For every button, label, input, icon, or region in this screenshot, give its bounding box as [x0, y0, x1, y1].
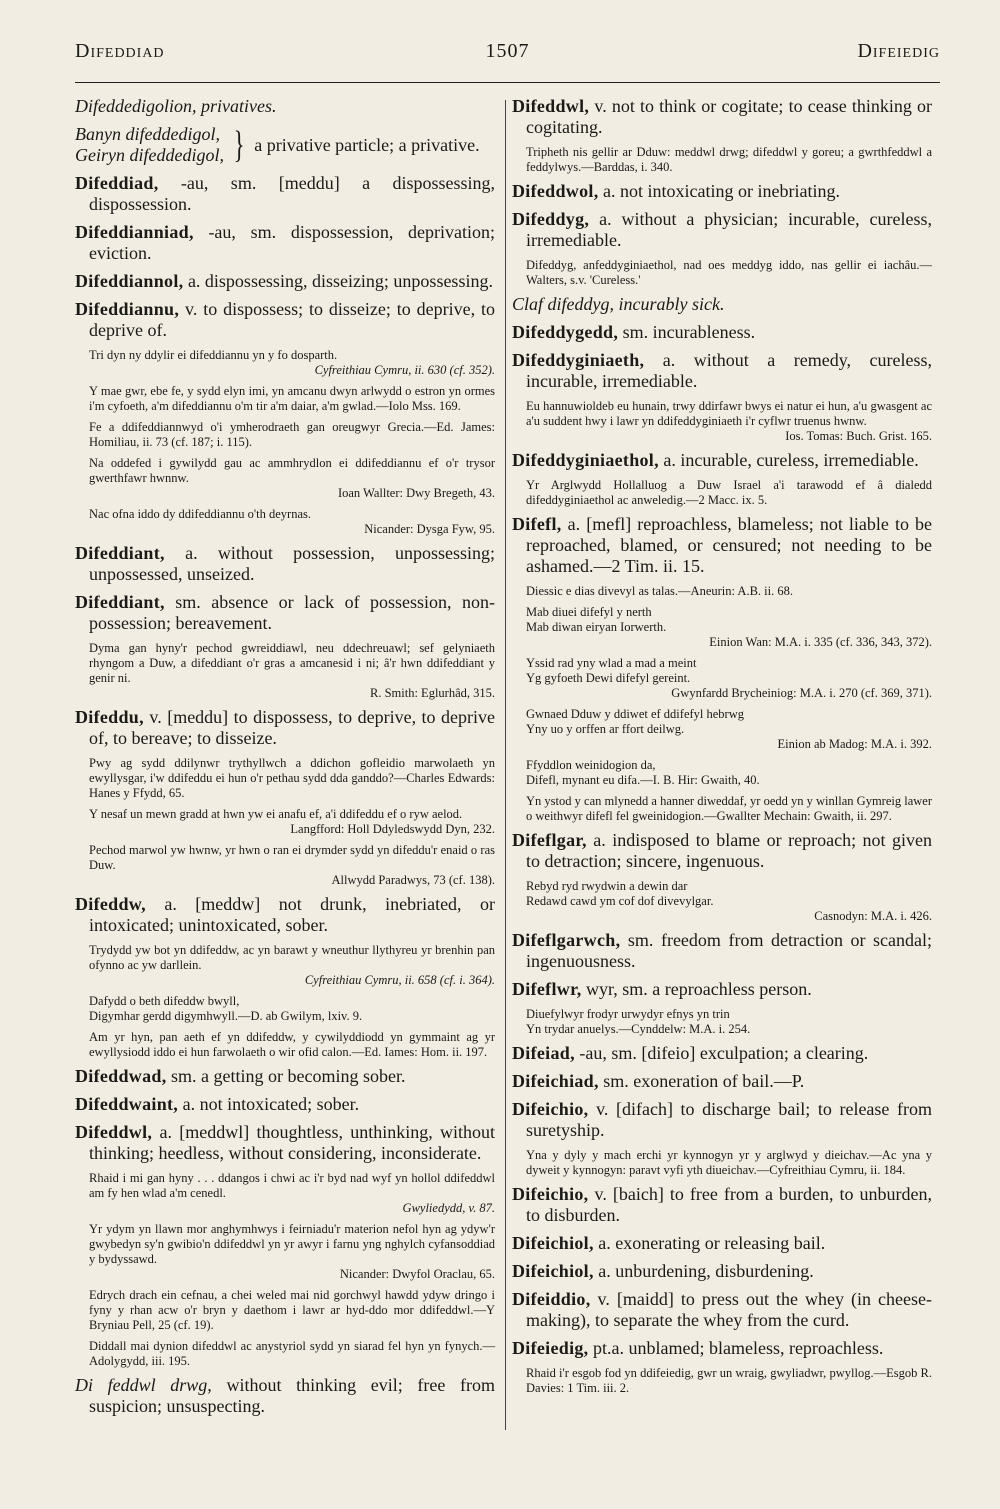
- citation: Gwynfardd Brycheiniog: M.A. i. 270 (cf. 369, 371).: [671, 686, 932, 700]
- entry: [512, 350, 932, 392]
- quote-line: Diuefylwyr frodyr urwydyr efnys yn trin: [526, 1007, 730, 1021]
- quote-line: Ffyddlon weinidogion da,: [526, 758, 656, 772]
- entry: [512, 1071, 932, 1092]
- quote-line: Rebyd ryd rwydwin a dewin dar: [526, 879, 688, 893]
- headword: Difeddyg,: [512, 209, 590, 229]
- quotation: [75, 641, 495, 701]
- header-rule: [75, 82, 940, 83]
- entry: [75, 222, 495, 264]
- entry: Claf difeddyg, incurably sick.: [512, 294, 725, 314]
- brace-glyph: }: [233, 124, 245, 166]
- quote-line: Gwnaed Dduw y ddiwet ef ddifefyl hebrwg: [526, 707, 744, 721]
- quotation: Diddall mai dynion difeddwl ac anystyriol sydd yn siarad fel hyn yn fynych.—Adolygydd, iii. 195.: [89, 1339, 495, 1368]
- headword: Difeddwaint,: [75, 1094, 179, 1114]
- quotation: Difeddyg, anfeddyginiaethol, nad oes meddyg iddo, nas gellir ei iachâu.—Walters, s.v. 'Cureless.': [526, 258, 932, 287]
- headword: Difeiddio,: [512, 1289, 591, 1309]
- definition: a. without possession, unpossessing; unpossessed, unseized.: [89, 543, 495, 584]
- quotation: Tripheth nis gellir ar Dduw: meddwl drwg; difeddwl y goreu; a gwrthfeddwl a feddylwys.—Barddas, i. 340.: [526, 145, 932, 174]
- entry: [75, 1094, 495, 1115]
- definition: sm. a getting or becoming sober.: [166, 1066, 406, 1086]
- citation: Ios. Tomas: Buch. Grist. 165.: [785, 429, 932, 443]
- entry: [512, 1099, 932, 1141]
- citation: Nicander: Dwyfol Oraclau, 65.: [339, 1267, 495, 1281]
- citation: Langfford: Holl Ddyledswydd Dyn, 232.: [290, 822, 495, 836]
- quote-text: Trydydd yw bot yn ddifeddw, ac yn barawt y wneuthur llythyreu yr brenhin pan ofynno ac yw darllein.: [89, 943, 495, 972]
- headword: Difeichio,: [512, 1099, 589, 1119]
- entry: [512, 1289, 932, 1331]
- headword: Difeddiant,: [75, 592, 165, 612]
- brace-entry: [75, 124, 495, 166]
- citation: R. Smith: Eglurhâd, 315.: [370, 686, 495, 700]
- quotation: Rhaid i'r esgob fod yn ddifeiedig, gwr un wraig, gwyliadwr, pwyllog.—Esgob R. Davies: 1 Tim. iii. 2.: [526, 1366, 932, 1395]
- definition: a. without a physician; incurable, cureless, irremediable.: [526, 209, 932, 250]
- entry: [512, 209, 932, 251]
- entry: [512, 322, 932, 343]
- headword: Difeddwad,: [75, 1066, 167, 1086]
- headword: Difeddianniad,: [75, 222, 194, 242]
- quotation: [75, 843, 495, 888]
- definition: a. [mefl] reproachless, blameless; not liable to be reproached, blamed, or censured; not needing to be ashamed.—2 Tim. ii. 15.: [526, 514, 932, 576]
- quotation: Yn ystod y can mlynedd a hanner diweddaf, yr oedd yn y winllan Gymreig lawer o weithwyr difefl fel gweinidogion.—Gwallter Mechain: Gwaith, ii. 297.: [526, 794, 932, 823]
- headword: Di feddwl drwg,: [75, 1375, 212, 1395]
- definition: sm. freedom from detraction or scandal; ingenuousness.: [526, 930, 932, 971]
- quotation: [75, 348, 495, 378]
- quote-text: Rhaid i mi gan hyny . . . ddangos i chwi ac i'r byd nad wyf yn hollol ddifeddwl am fy hen wlad a'm cenedl.: [89, 1171, 495, 1200]
- definition: a. indisposed to blame or reproach; not given to detraction; sincere, ingenuous.: [526, 830, 932, 871]
- definition: v. [baich] to free from a burden, to unburden, to disburden.: [526, 1184, 932, 1225]
- quotation: Pwy ag sydd ddilynwr trythyllwch a ddichon gofleidio marwolaeth yn ewyllysgar, i'w ddifeddu ei hun o'r pethau sydd dda ganddo?—Charles Edwards: Hanes y Ffydd, 65.: [89, 756, 495, 800]
- definition: wyr, sm. a reproachless person.: [581, 979, 812, 999]
- right-column: [512, 96, 932, 1402]
- headword: Difeichiad,: [512, 1071, 599, 1091]
- quote-line: Mab diwan eiryan Iorwerth.: [526, 620, 667, 634]
- quotation: Am yr hyn, pan aeth ef yn ddifeddw, y cywilyddiodd yn gymmaint ag yr ewyllysiodd iddo ei hun farwolaeth o wir ofid calon.—Ed. Iames: Hom. ii. 197.: [89, 1030, 495, 1059]
- quote-line: Yn trydar anuelys.—Cynddelw: M.A. i. 254.: [526, 1022, 751, 1036]
- entry: [512, 979, 932, 1000]
- entry: [75, 1066, 495, 1087]
- left-column: [75, 96, 495, 1424]
- entry: [75, 592, 495, 634]
- quote-text: Yr ydym yn llawn mor anghymhwys i feirniadu'r materion nefol hyn ag ydyw'r gwybedyn sy'n gwibio'n ddifeddwl yn yr awyr i farnu yng nghylch cyfansoddiad y bydyssawd.: [89, 1222, 495, 1266]
- header-left-guideword: Difeddiad: [75, 40, 165, 62]
- headword: Difeddyginiaethol,: [512, 450, 659, 470]
- headword: Difeddygedd,: [512, 322, 619, 342]
- quote-text: Pechod marwol yw hwnw, yr hwn o ran ei drymder sydd yn difeddu'r enaid o ras Duw.: [89, 843, 495, 872]
- quotation: Yr Arglwydd Hollalluog a Duw Israel a'i tarawodd ef â dialedd difeddyginiaethol ac anweledig.—2 Macc. ix. 5.: [526, 478, 932, 507]
- quote-text: Y nesaf un mewn gradd at hwn yw ei anafu ef, a'i ddifeddu ef o ryw aelod.: [89, 807, 463, 821]
- quotation: [75, 994, 495, 1024]
- headword: Difeddiannol,: [75, 271, 184, 291]
- entry: [75, 271, 495, 292]
- headword: Difeflwr,: [512, 979, 582, 999]
- entry: [512, 1338, 932, 1359]
- headword: Difeichiol,: [512, 1233, 594, 1253]
- headword: Difeddiannu,: [75, 299, 180, 319]
- quotation: [512, 656, 932, 701]
- running-header: [75, 40, 940, 70]
- quotation: [75, 1222, 495, 1282]
- quote-line: Yny uo y orffen ar ffort deilwg.: [526, 722, 685, 736]
- definition: a. exonerating or releasing bail.: [593, 1233, 826, 1253]
- quotation: [75, 1171, 495, 1216]
- quotation: [75, 456, 495, 501]
- quotation: Y mae gwr, ebe fe, y sydd elyn imi, yn amcanu dwyn arlwydd o estron yn ormes i'm cyfoeth, a'm difeddiannu o'm tir a'm daiar, a'm gwlad.—Iolo Mss. 169.: [89, 384, 495, 413]
- quotation: [512, 1007, 932, 1037]
- definition: a. [meddw] not drunk, inebriated, or intoxicated; unintoxicated, sober.: [89, 894, 495, 935]
- quote-line: Yssid rad yny wlad a mad a meint: [526, 656, 697, 670]
- headword: Difeddyginiaeth,: [512, 350, 645, 370]
- definition: -au, sm. [difeio] exculpation; a clearing.: [574, 1043, 869, 1063]
- definition: sm. incurableness.: [618, 322, 756, 342]
- entry: [75, 173, 495, 215]
- quotation: [512, 879, 932, 924]
- definition: a. not intoxicated; sober.: [178, 1094, 360, 1114]
- citation: Casnodyn: M.A. i. 426.: [814, 909, 932, 923]
- entry: [512, 181, 932, 202]
- definition: a. incurable, cureless, irremediable.: [658, 450, 919, 470]
- entry: [512, 1184, 932, 1226]
- headword: Difeiedig,: [512, 1338, 589, 1358]
- headword: Difeddu,: [75, 707, 144, 727]
- definition: a. not intoxicating or inebriating.: [598, 181, 840, 201]
- quote-text: Tri dyn ny ddylir ei difeddiannu yn y fo dosparth.: [89, 348, 338, 362]
- column-divider: [505, 100, 506, 1430]
- headword: Difeddwl,: [512, 96, 590, 116]
- citation: Cyfreithiau Cymru, ii. 658 (cf. i. 364).: [304, 973, 495, 987]
- quotation: [512, 758, 932, 788]
- quotation: [512, 399, 932, 444]
- citation: Nicander: Dysga Fyw, 95.: [364, 522, 495, 536]
- citation: Einion ab Madog: M.A. i. 392.: [777, 737, 932, 751]
- entry: Difeddedigolion, privatives.: [75, 96, 277, 116]
- citation: Einion Wan: M.A. i. 335 (cf. 336, 343, 372).: [709, 635, 932, 649]
- entry: [512, 514, 932, 577]
- quote-line: Difefl, mynant eu difa.—I. B. Hir: Gwaith, 40.: [526, 773, 760, 787]
- entry: [75, 299, 495, 341]
- quote-text: Na oddefed i gywilydd gau ac ammhrydlon ei ddifeddiannu ef o'r trysor gwerthfawr hwnnw.: [89, 456, 495, 485]
- entry: [512, 1261, 932, 1282]
- brace-terms: [75, 124, 224, 166]
- headword: Difeddw,: [75, 894, 146, 914]
- quotation: Yna y dyly y mach erchi yr kynnogyn yr y arglwyd y dieichav.—Ac yna y dyweit y kynnogyn: paravt vyfi yth diueichav.—Cyfreithiau Cymru, ii. 184.: [526, 1148, 932, 1177]
- definition: sm. absence or lack of possession, non-possession; bereavement.: [89, 592, 495, 633]
- entry: [75, 1122, 495, 1164]
- citation: Ioan Wallter: Dwy Bregeth, 43.: [337, 486, 495, 500]
- citation: Gwyliedydd, v. 87.: [402, 1201, 495, 1215]
- quotation: [75, 807, 495, 837]
- definition: v. [maidd] to press out the whey (in cheese-making), to separate the whey from the curd.: [526, 1289, 932, 1330]
- headword: Difeflgar,: [512, 830, 587, 850]
- entry: [512, 96, 932, 138]
- headword: Difeddwl,: [75, 1122, 153, 1142]
- headword: Difeiad,: [512, 1043, 575, 1063]
- brace-definition: a privative particle; a privative.: [254, 134, 480, 155]
- quotation: Diessic e dias divevyl as talas.—Aneurin: A.B. ii. 68.: [526, 584, 793, 598]
- header-right-guideword: Difeiedig: [857, 40, 940, 62]
- definition: without thinking evil; free from suspicion; unsuspecting.: [89, 1375, 496, 1416]
- entry: [512, 830, 932, 872]
- headword: Difeichio,: [512, 1184, 589, 1204]
- entry: [512, 1043, 932, 1064]
- entry: [75, 707, 495, 749]
- headword: Difeflgarwch,: [512, 930, 621, 950]
- quote-text: Nac ofna iddo dy ddifeddiannu o'th deyrnas.: [89, 507, 311, 521]
- quotation: Fe a ddifeddiannwyd o'i ymherodraeth gan oreugwyr Grecia.—Ed. James: Homiliau, ii. 73 (cf. 187; i. 115).: [89, 420, 495, 449]
- citation: Allwydd Paradwys, 73 (cf. 138).: [331, 873, 495, 887]
- definition: -au, sm. [meddu] a dispossessing, dispossession.: [89, 173, 495, 214]
- quote-line: Redawd cawd ym cof dof divevylgar.: [526, 894, 714, 908]
- definition: a. [meddwl] thoughtless, unthinking, without thinking; heedless, without considering, inconsiderate.: [89, 1122, 495, 1163]
- headword: Difefl,: [512, 514, 562, 534]
- quotation: [512, 605, 932, 650]
- quotation: [512, 707, 932, 752]
- definition: sm. exoneration of bail.—P.: [598, 1071, 805, 1091]
- quote-line: Yg gyfoeth Dewi difefyl gereint.: [526, 671, 691, 685]
- definition: v. [difach] to discharge bail; to release from suretyship.: [526, 1099, 932, 1140]
- quote-line: Mab diuei difefyl y nerth: [526, 605, 652, 619]
- quote-line: Dafydd o beth difeddw bwyll,: [89, 994, 240, 1008]
- definition: -au, sm. dispossession, deprivation; eviction.: [89, 222, 495, 263]
- definition: a. without a remedy, cureless, incurable, irremediable.: [526, 350, 932, 391]
- entry: [75, 543, 495, 585]
- definition: v. [meddu] to dispossess, to deprive, to deprive of, to bereave; to disseize.: [89, 707, 495, 748]
- quote-text: Eu hannuwioldeb eu hunain, trwy ddirfawr bwys ei natur ei hun, a'u gwasgent ac a'u suddent hwy i lawr yn ddifeddyginiaeth i'r cyflwr truenus hwnw.: [526, 399, 932, 428]
- headword: Difeddwol,: [512, 181, 599, 201]
- entry: [75, 1375, 495, 1417]
- quotation: [75, 943, 495, 988]
- headword: Difeddiant,: [75, 543, 165, 563]
- quotation: [75, 507, 495, 537]
- citation: Cyfreithiau Cymru, ii. 630 (cf. 352).: [314, 363, 495, 377]
- brace-term: Geiryn difeddedigol,: [75, 145, 224, 165]
- definition: v. not to think or cogitate; to cease thinking or cogitating.: [526, 96, 932, 137]
- entry: [75, 894, 495, 936]
- quote-line: Digymhar gerdd digymhwyll.—D. ab Gwilym, lxiv. 9.: [89, 1009, 363, 1023]
- page-number: 1507: [485, 40, 530, 62]
- entry: [512, 450, 932, 471]
- headword: Difeichiol,: [512, 1261, 594, 1281]
- quote-text: Dyma gan hyny'r pechod gwreiddiawl, neu ddechreuawl; sef gelyniaeth rhyngom a Duw, a difeddiant o'r gras a amcanesid i ni; â'r hwn ddifeddiant y genir ni.: [89, 641, 495, 685]
- entry: [512, 1233, 932, 1254]
- definition: v. to dispossess; to disseize; to deprive, to deprive of.: [89, 299, 495, 340]
- quotation: Edrych drach ein cefnau, a chei weled mai nid gorchwyl hawdd ydyw dringo i fyny y rhan acw o'r bryn y daethom i lawr ar hyd-ddo mor ddifeddwl.—Y Bryniau Pell, 25 (cf. 19).: [89, 1288, 495, 1332]
- definition: a. dispossessing, disseizing; unpossessing.: [183, 271, 493, 291]
- definition: pt.a. unblamed; blameless, reproachless.: [588, 1338, 884, 1358]
- definition: a. unburdening, disburdening.: [593, 1261, 814, 1281]
- entry: [512, 930, 932, 972]
- brace-term: Banyn difeddedigol,: [75, 124, 220, 144]
- headword: Difeddiad,: [75, 173, 159, 193]
